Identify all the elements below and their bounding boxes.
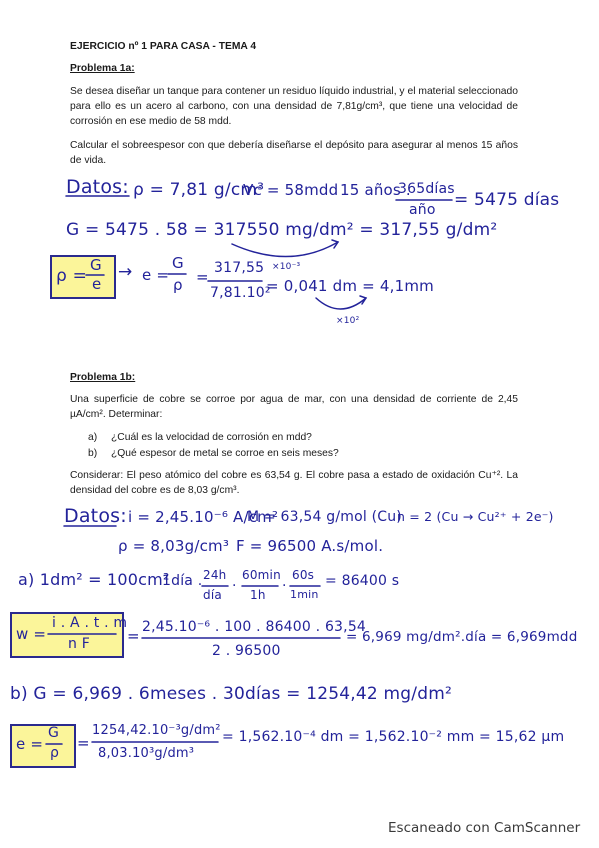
problem-1a-heading: Problema 1a: (70, 63, 135, 74)
exercise-title: EJERCICIO nº 1 PARA CASA - TEMA 4 (70, 41, 257, 52)
hw-1b-f1-num: 24h (203, 568, 227, 582)
hw-1a-eq-sign: = (196, 268, 209, 286)
question-a-letter: a) (88, 432, 98, 443)
hw-1b-e-den: ρ (50, 745, 60, 761)
hw-1b-n: n = 2 (Cu → Cu²⁺ + 2e⁻) (397, 509, 554, 524)
hw-1b-f: F = 96500 A.s/mol. (236, 537, 384, 555)
problem-1b-consider: Considerar: El peso atómico del cobre es 63,54 g. El cobre pasa a estado de oxidación Cu⁺². La densidad del cobre es de 8,03 g/cm³. (70, 470, 518, 496)
problem-1b-heading: Problema 1b: (70, 372, 136, 383)
hw-1a-years: 15 años . (340, 181, 411, 199)
hw-1a-datos-label: Datos: (66, 176, 129, 198)
scanner-footer: Escaneado con CamScanner (388, 820, 581, 836)
problem-1b-statement: Una superficie de cobre se corroe por agua de mar, con una densidad de corriente de 2,45 µA/cm². Determinar: (70, 394, 518, 420)
question-b: ¿Qué espesor de metal se corroe en seis meses? (111, 448, 339, 459)
hw-1b-e-num: G (48, 725, 60, 741)
hw-1a-box-den: e (92, 275, 102, 293)
hw-1a-density: ρ = 7,81 g/cm³ (133, 180, 265, 200)
hw-1b-e-calc-num: 1254,42.10⁻³g/dm² (92, 723, 221, 738)
hw-1a-box-num: G (90, 256, 102, 274)
hw-1b-w-label: w = (16, 625, 47, 643)
hw-1b-e-label: e = (16, 735, 44, 753)
hw-1a-calc-den: 7,81.10² (210, 285, 271, 301)
hw-1a-result: = 0,041 dm = 4,1mm (266, 277, 434, 295)
hw-1a-calc-num: 317,55 (214, 260, 265, 276)
curved-arrow-1 (232, 242, 338, 257)
hw-1b-day-label: 1día . (162, 573, 203, 589)
hw-1b-f2-den: 1h (250, 588, 266, 602)
hw-1b-w-num: i . A . t . m (52, 615, 128, 631)
hw-1a-e-eq: e = (142, 266, 170, 284)
hw-1b-seconds: = 86400 s (325, 573, 400, 589)
hw-1b-w-den: n F (68, 636, 90, 652)
hw-1b-b-line: b) G = 6,969 . 6meses . 30días = 1254,42 mg/dm² (10, 684, 452, 704)
hw-1a-g-line: G = 5475 . 58 = 317550 mg/dm² = 317,55 g/dm² (66, 220, 498, 240)
hw-1b-w-result: = 6,969 mg/dm².día = 6,969mdd (346, 629, 578, 645)
hw-1b-f3-num: 60s (292, 568, 315, 582)
hw-1b-w-calc-num: 2,45.10⁻⁶ . 100 . 86400 . 63,54 (142, 619, 367, 635)
hw-1b-dot-2: . (282, 574, 287, 590)
problem-1a-statement: Se desea diseñar un tanque para contener un residuo líquido industrial, y el material seleccionado para ello es un acero al carbono, con una densidad de 7,81g/cm³, que tiene una velocidad de corrosión en ese medio de 58 mdd. (70, 86, 518, 127)
hw-1a-box-rho: ρ = (56, 266, 88, 286)
hw-1a-note-2: ×10² (336, 316, 360, 326)
hw-1b-f2-num: 60min (242, 568, 281, 582)
hw-1b-a-conv: a) 1dm² = 100cm² (18, 570, 170, 589)
hw-1a-note-1: ×10⁻³ (272, 262, 301, 272)
hw-1a-arrow: → (118, 262, 133, 282)
hw-1b-e-result: = 1,562.10⁻⁴ dm = 1,562.10⁻² mm = 15,62 µm (222, 729, 565, 745)
hw-1b-m: M = 63,54 g/mol (Cu) (247, 509, 402, 525)
hw-1b-i: i = 2,45.10⁻⁶ A/cm² (128, 508, 279, 526)
problem-1a-question: Calcular el sobreespesor con que debería diseñarse el depósito para asegurar al menos 15 años de vida. (70, 140, 518, 166)
hw-1b-dot-1: . (232, 574, 237, 590)
hw-1b-e-calc-den: 8,03.10³g/dm³ (98, 746, 195, 761)
curved-arrow-2 (316, 298, 366, 309)
hw-1a-e-den: ρ (173, 276, 183, 294)
hw-1b-f3-den: 1min (290, 588, 319, 601)
hw-1a-frac-num: 365días (398, 181, 455, 197)
hw-1a-e-num: G (172, 254, 184, 272)
hw-1a-vc: Vc = 58mdd (243, 181, 339, 199)
hw-1b-w-calc-den: 2 . 96500 (212, 643, 281, 659)
hw-1a-frac-den: año (409, 202, 436, 218)
hw-1a-days-result: = 5475 días (454, 190, 560, 210)
hw-1b-w-eq: = (127, 627, 140, 645)
question-b-letter: b) (88, 448, 98, 459)
hw-1b-rho: ρ = 8,03g/cm³ (118, 537, 230, 555)
question-a: ¿Cuál es la velocidad de corrosión en mdd? (111, 432, 312, 443)
hw-1b-datos-label: Datos: (64, 505, 127, 527)
hw-1b-f1-den: día (203, 588, 222, 602)
hw-1b-e-eq: = (77, 734, 90, 752)
